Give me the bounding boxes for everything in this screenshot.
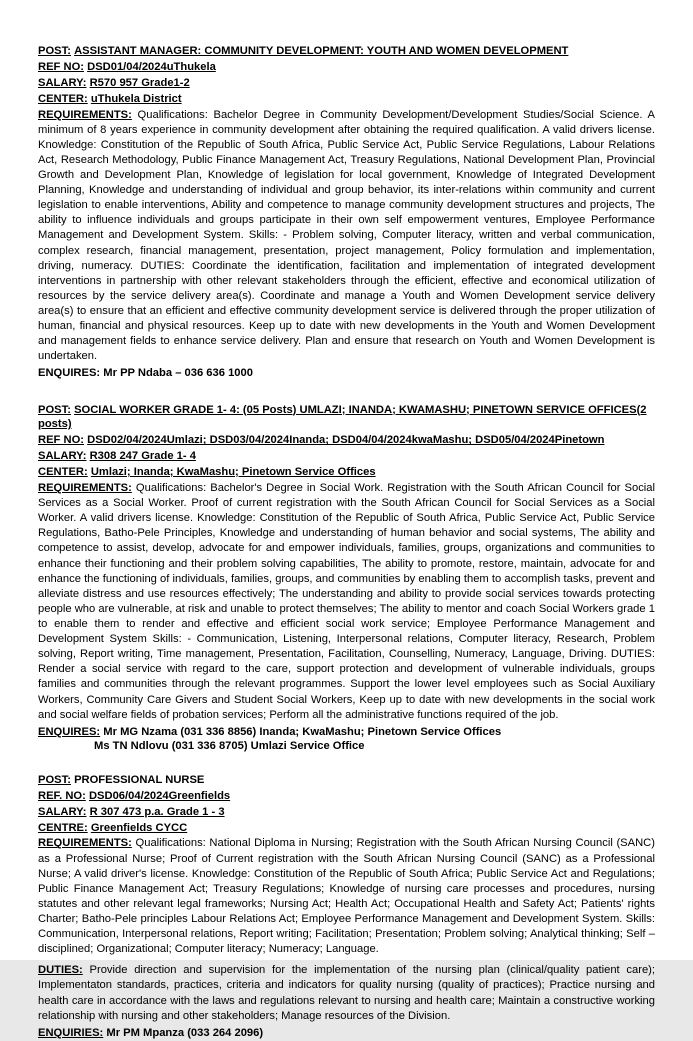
center-value: Umlazi; Inanda; KwaMashu; Pinetown Service Offices — [90, 466, 376, 479]
salary-line — [38, 805, 655, 820]
post-title: ASSISTANT MANAGER: COMMUNITY DEVELOPMENT: YOUTH AND WOMEN DEVELOPMENT — [74, 45, 569, 57]
enquiries-line — [38, 725, 655, 740]
enquiries-label: ENQUIRES: — [38, 725, 101, 738]
enquiries-value: Mr PM Mpanza (033 264 2096) — [106, 1026, 264, 1039]
post-block — [38, 403, 655, 752]
requirements-body: Qualifications: Bachelor Degree in Community Development/Development Studies/Social Science. A minimum of 8 years experience in community development after obtaining the required qualification. A valid drivers license. Knowledge: Constitution of the Republic of South Africa, Public Service Act, Public Service Regulations, Labour Relations Act, Research Methodology, Public Finance Management Act, Treasury Regulations, National Development Plan, Provincial Growth and Development Plan, Knowledge of legislation for local government, Knowledge of Integrated Development Planning, Knowledge and understanding of individual and group behavior, its inter-relations within community and current legislation to enable interventions, Ability and competence to manage community development structures and projects, The ability to influence individuals and groups participate in their own self empowerment ventures, Employee Performance Management and Development System. Skills: - Problem solving, Computer literacy, written and verbal communication, complex research, financial management, presentation, project management, Policy formulation and implementation, driving, numeracy. DUTIES: Coordinate the identification, facilitation and implementation of integrated development interventions in partnership with other relevant stakeholders through the efficient, effective and economical utilization of resources by the service delivery area(s). Coordinate and manage a Youth and Women Development service delivery area(s) to ensure that an efficient and effective community development service is delivered through the proper utilization of human, financial and physical resources. Keep up to date with new developments in the Youth and Women Development and management fields to enhance service delivery. Plan and ensure that research on Youth and Women Development is undertaken. — [38, 108, 655, 363]
salary-label: SALARY: — [38, 76, 87, 89]
center-value: Greenfields CYCC — [90, 821, 188, 834]
enquiries-value: Mr MG Nzama (031 336 8856) Inanda; KwaMashu; Pinetown Service Offices — [103, 725, 502, 738]
requirements-body: Qualifications: National Diploma in Nursing; Registration with the South African Nursing Council (SANC) as a Professional Nurse; Proof of Current registration with the South African Nursing Council (SANC) as a Professional Nurse; A valid driver's license. Knowledge: Constitution of the Republic of South Africa; Public Service Act and Regulations; Public Finance Management Act; Treasury Regulations; Knowledge of nursing care processes and procedures, nursing statutes and other relevant legal frameworks; Nursing Act; Health Act; Occupational Health and Safety Act; Patients' rights Charter; Batho-Pele principles Labour Relations Act; Employee Performance Management and Development System. Skills: Communication, Interpersonal relations, Report writing; Facilitation; Presentation; Problem solving; Analytical thinking; Self – disciplined; Organizational; Computer literacy; Numeracy; Language. — [38, 837, 655, 956]
center-line — [38, 465, 655, 480]
requirements-label: REQUIREMENTS: — [38, 108, 132, 121]
post-label: POST: — [38, 45, 71, 57]
post-title-line — [38, 773, 655, 788]
requirements-body: Qualifications: Bachelor's Degree in Social Work. Registration with the South African Council for Social Services as a Social Worker. Proof of current registration with the South African Council for Social Services as a Social Worker. A valid drivers license. Knowledge: Constitution of the Republic of South Africa, Public Service Act, Public Service Regulations, Batho-Pele Principles, Knowledge and understanding of human behavior and social systems, The ability and competence to assist, develop, advocate for and empower individuals, families, groups, organizations and communities to enhance their functioning and their problem solving capabilities, The ability to promote, restore, maintain, advocate for and enhance the functioning of individuals, families, groups, and communities by enabling them to accomplish tasks, prevent and alleviate distress and use resources effectively; The understanding and ability to provide social services towards protecting people who are vulnerable, at risk and unable to protect themselves; The ability to mentor and coach Social Workers grade 1 to enable them to render and effective and efficient social work service; Employee Performance Management and Development System Skills: - Communication, Listening, Interpersonal relations, Computer literacy, Research, Problem solving, Report writing, Time management, Presentation, Facilitation, Counselling, Numeracy, Language, Driving. DUTIES: Render a social service with regard to the care, support protection and development of vulnerable individuals, groups families and communities through the relevant programmes. Support the lower level employees such as Social Auxiliary Workers, Community Care Givers and Student Social Workers, Keep up to date with new developments in the social work and social welfare fields of probation services; Perform all the administrative functions required of the job. — [38, 481, 656, 721]
requirements-paragraph — [38, 108, 655, 365]
center-label: CENTER: — [38, 466, 88, 479]
ref-value: DSD06/04/2024Greenfields — [88, 789, 231, 802]
post-title-line — [38, 44, 655, 59]
enquiries-label: ENQUIRES: — [38, 367, 101, 380]
ref-label: REF. NO: — [38, 789, 86, 802]
duties-body: Provide direction and supervision for the implementation of the nursing plan (clinical/quality patient care); Implementaton standards, practices, criteria and indicators for quality nursing (quality of practices); Practice nursing and health care in accordance with the laws and regulations relevant to nursing and health care; Maintain a constructive working relationship with nursing and other stakeholders; Manage resources of the Division. — [38, 964, 656, 1022]
ref-line — [38, 433, 655, 448]
ref-value: DSD01/04/2024uThukela — [87, 60, 216, 73]
requirements-label: REQUIREMENTS: — [38, 837, 132, 850]
ref-label: REF NO: — [38, 434, 84, 447]
spacer — [38, 396, 655, 403]
center-value: uThukela District — [90, 92, 182, 105]
post-label: POST: — [38, 403, 71, 416]
post-title: SOCIAL WORKER GRADE 1- 4: (05 Posts) UMLAZI; INANDA; KWAMASHU; PINETOWN SERVICE OFFICES(2 posts) — [38, 403, 647, 431]
duties-paragraph — [38, 963, 655, 1023]
requirements-paragraph — [38, 836, 655, 957]
ref-label: REF NO: — [38, 60, 84, 73]
center-label: CENTRE: — [38, 821, 88, 834]
salary-value: R570 957 Grade1-2 — [89, 76, 190, 89]
enquiries-line — [38, 366, 655, 381]
ref-value: DSD02/04/2024Umlazi; DSD03/04/2024Inanda; DSD04/04/2024kwaMashu; DSD05/04/2024Pinetown — [87, 434, 605, 447]
salary-label: SALARY: — [38, 805, 87, 818]
salary-line — [38, 449, 655, 464]
salary-value: R 307 473 p.a. Grade 1 - 3 — [89, 805, 225, 818]
enquiries-label: ENQUIRIES: — [38, 1026, 104, 1039]
salary-label: SALARY: — [38, 450, 87, 463]
enquiries-value: Mr PP Ndaba – 036 636 1000 — [103, 367, 253, 380]
center-label: CENTER: — [38, 92, 88, 105]
enquiries-line — [38, 1026, 655, 1041]
spacer — [38, 766, 655, 773]
post-title: PROFESSIONAL NURSE — [74, 773, 205, 786]
duties-label: DUTIES: — [38, 964, 83, 977]
salary-value: R308 247 Grade 1- 4 — [89, 450, 196, 463]
salary-line — [38, 76, 655, 91]
ref-line — [38, 789, 655, 804]
post-title-line — [38, 403, 655, 433]
center-line — [38, 821, 655, 836]
post-block — [38, 773, 655, 1041]
requirements-label: REQUIREMENTS: — [38, 481, 132, 494]
post-label: POST: — [38, 773, 71, 786]
post-block — [38, 44, 655, 382]
enquiries-secondary: Ms TN Ndlovu (031 336 8705) Umlazi Service Office — [94, 739, 365, 752]
ref-line — [38, 60, 655, 75]
requirements-paragraph — [38, 481, 655, 723]
center-line — [38, 92, 655, 107]
